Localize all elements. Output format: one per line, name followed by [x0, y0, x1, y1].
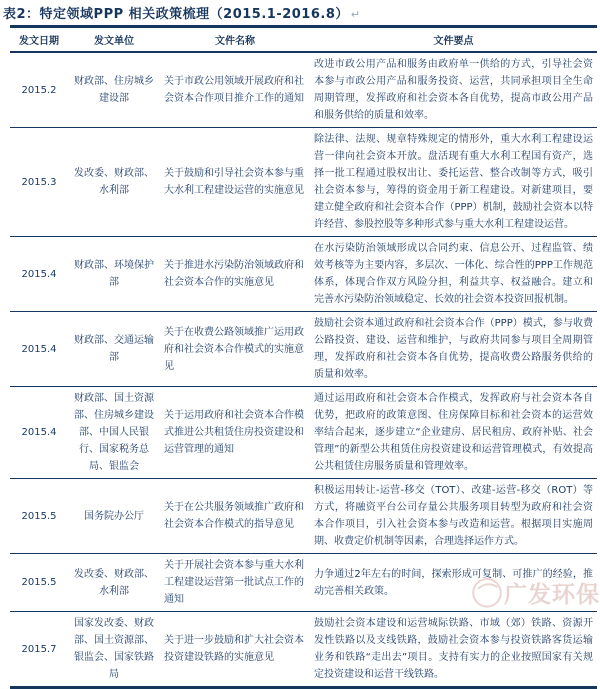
cell-issuer: 国家发改委、财政部、国土资源部、银监会、国家铁路局 [74, 618, 154, 680]
col-header-doc-name: 文件名称 [160, 27, 310, 53]
paragraph-mark: ↵ [350, 8, 361, 21]
cell-issuer: 发改委、财政部、水利部 [74, 568, 154, 597]
policy-table-body [10, 52, 597, 688]
cell-doc-points: 积极运用转让-运营-移交（TOT）、改建-运营-移交（ROT）等方式，将融资平台公司存量公共服务项目转型为政府和社会资本合作项目，引入社会资本参与改造和运营。根据项目实施周期、收费定价机制等因素，合理选择运作方式。 [314, 485, 593, 547]
table-row [10, 554, 597, 612]
cell-doc-name: 关于在公共服务领域推广政府和社会资本合作模式的指导意见 [164, 502, 304, 530]
cell-date: 2015.7 [21, 643, 57, 655]
table-row [10, 128, 597, 237]
cell-date: 2015.3 [21, 176, 57, 188]
cell-doc-points: 鼓励社会资本建设和运营城际铁路、市域（郊）铁路、资源开发性铁路以及支线铁路，鼓励社会资本参与投资铁路客货运输业务和铁路“走出去”项目。支持有实力的企业按照国家有关规定投资建设和运营干线铁路。 [314, 618, 593, 680]
cell-doc-name: 关于开展社会资本参与重大水利工程建设运营第一批试点工作的通知 [164, 560, 304, 605]
cell-doc-points: 除法律、法规、规章特殊规定的情形外，重大水利工程建设运营一律向社会资本开放。盘活现有重大水利工程国有资产，选择一批工程通过股权出让、委托运营、整合改制等方式，吸引社会资本参与，筹得的资金用于新工程建设。对新建项目，要建立健全政府和社会资本合作（PPP）机制，鼓励社会资本以特许经营、参股控股等多种形式参与重大水利工程建设运营。 [314, 134, 593, 230]
cell-issuer: 财政部、国土资源部、住房城乡建设部、中国人民银行、国家税务总局、银监会 [74, 393, 154, 472]
table-title-text: 表2：特定领域PPP 相关政策梳理（2015.1-2016.8） [3, 7, 349, 22]
cell-date: 2015.5 [21, 510, 57, 522]
cell-date: 2015.4 [21, 268, 57, 280]
cell-doc-points: 鼓励社会资本通过政府和社会资本合作（PPP）模式，参与收费公路投资、建设、运营和维护，与政府共同参与项目全周期管理，发挥政府和社会资本各自优势，提高收费公路服务供给的质量和效率。 [314, 318, 593, 380]
table-row [10, 237, 597, 312]
cell-date: 2015.4 [21, 427, 57, 438]
table-header [10, 27, 597, 53]
cell-doc-name: 关于在收费公路领域推广运用政府和社会资本合作模式的实施意见 [164, 326, 304, 372]
cell-doc-name: 关于运用政府和社会资本合作模式推进公共租赁住房投资建设和运营管理的通知 [164, 410, 304, 455]
cell-doc-points: 改进市政公用产品和服务由政府单一供给的方式，引导社会资本参与市政公用产品和服务投资、运营，共同承担项目全生命周期管理，发挥政府和社会资本各自优势，提高市政公用产品和服务供给的质量和效率。 [314, 59, 593, 121]
cell-issuer: 发改委、财政部、水利部 [74, 168, 154, 196]
table-row [10, 479, 597, 554]
cell-doc-points: 力争通过2年左右的时间，探索形成可复制、可推广的经验，推动完善相关政策。 [314, 568, 593, 597]
table-title [0, 0, 600, 25]
col-header-issuer: 发文单位 [68, 27, 160, 53]
table-row [10, 612, 597, 688]
watermark-text: 广发环保 [504, 581, 600, 608]
cell-doc-points: 在水污染防治领域形成以合同约束、信息公开、过程监管、绩效考核等为主要内容，多层次、一体化、综合性的PPP工作规范体系，体现合作双方风险分担，利益共享、权益融合。建立和完善水污染防治领域稳定、长效的社会资本投资回报机制。 [314, 243, 593, 305]
col-header-doc-points: 文件要点 [310, 27, 597, 53]
cell-doc-name: 关于鼓励和引导社会资本参与重大水利工程建设运营的实施意见 [164, 168, 304, 196]
table-row [10, 52, 597, 128]
cell-issuer: 财政部、住房城乡建设部 [74, 76, 154, 104]
cell-issuer: 国务院办公厅 [84, 510, 144, 522]
cell-doc-name: 关于市政公用领域开展政府和社会资本合作项目推介工作的通知 [164, 76, 304, 104]
cell-date: 2015.2 [21, 84, 57, 96]
header-row [10, 27, 597, 53]
table-row [10, 312, 597, 387]
cell-issuer: 财政部、环境保护部 [74, 260, 154, 288]
policy-table [10, 25, 597, 689]
table-row [10, 387, 597, 479]
cell-doc-points: 通过运用政府和社会资本合作模式，发挥政府与社会资本各自优势，把政府的政策意图、住房保障目标和社会资本的运营效率结合起来，逐步建立“企业建房、居民租房、政府补贴、社会管理”的新型公共租赁住房投资建设和运营管理模式，有效提高公共租赁住房服务质量和管理效率。 [314, 393, 593, 472]
cell-issuer: 财政部、交通运输部 [74, 335, 154, 363]
cell-date: 2015.4 [21, 343, 57, 355]
cell-date: 2015.5 [21, 577, 57, 588]
col-header-date: 发文日期 [10, 27, 68, 53]
cell-doc-name: 关于推进水污染防治领域政府和社会资本合作的实施意见 [164, 260, 304, 288]
cell-doc-name: 关于进一步鼓励和扩大社会资本投资建设铁路的实施意见 [164, 635, 304, 663]
